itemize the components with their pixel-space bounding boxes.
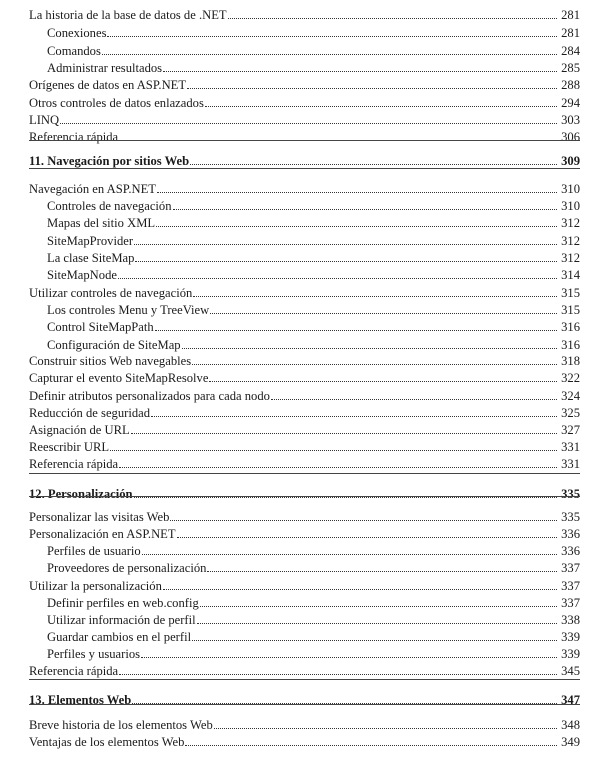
dot-leader [163, 589, 557, 590]
toc-entry [29, 575, 580, 593]
toc-page-number: 310 [561, 182, 580, 196]
toc-chapter [29, 483, 580, 501]
toc-page-number: 337 [561, 579, 580, 593]
toc-entry [29, 178, 580, 196]
toc-entry-title: Referencia rápida [29, 457, 119, 471]
dot-leader [102, 54, 557, 55]
toc-page-number: 336 [561, 544, 580, 558]
toc-page-number: 288 [561, 78, 580, 92]
toc-entry [29, 660, 580, 678]
toc-entry-title: Utilizar la personalización [29, 579, 162, 593]
section-divider [29, 140, 580, 141]
toc-entry-title: Perfiles de usuario [47, 544, 141, 558]
toc-page-number: 336 [561, 527, 580, 541]
toc-entry-title: Proveedores de personalización [47, 561, 207, 575]
toc-page-number: 331 [561, 457, 580, 471]
toc-entry-title: Definir atributos personalizados para cada nodo [29, 389, 270, 403]
toc-entry [29, 731, 580, 749]
toc-entry-title: Referencia rápida [29, 664, 119, 678]
dot-leader [209, 381, 557, 382]
toc-subentry [47, 299, 580, 317]
dot-leader [135, 261, 557, 262]
toc-page-number: 338 [561, 613, 580, 627]
toc-page-number: 331 [561, 440, 580, 454]
toc-entry [29, 714, 580, 732]
dot-leader [173, 209, 558, 210]
dot-leader [157, 192, 557, 193]
toc-page-number: 348 [561, 718, 580, 732]
dot-leader [131, 433, 557, 434]
toc-entry [29, 506, 580, 524]
section-divider [29, 168, 580, 169]
toc-page-number: 325 [561, 406, 580, 420]
toc-page-number: 315 [561, 303, 580, 317]
toc-page-number: 349 [561, 735, 580, 749]
toc-page-number: 337 [561, 561, 580, 575]
toc-entry-title: Referencia rápida [29, 130, 119, 144]
toc-entry-title: Orígenes de datos en ASP.NET [29, 78, 187, 92]
toc-page-number: 318 [561, 354, 580, 368]
toc-entry-title: Conexiones [47, 26, 107, 40]
toc-subentry [47, 643, 580, 661]
dot-leader [185, 745, 557, 746]
toc-page-number: 306 [561, 130, 580, 144]
toc-page-number: 310 [561, 199, 580, 213]
toc-subentry [47, 230, 580, 248]
toc-entry-title: Construir sitios Web navegables [29, 354, 192, 368]
toc-entry-title: Asignación de URL [29, 423, 130, 437]
toc-page-number: 285 [561, 61, 580, 75]
section-divider [29, 496, 580, 497]
dot-leader [205, 106, 557, 107]
dot-leader [197, 623, 557, 624]
toc-page-number: 281 [561, 26, 580, 40]
toc-page-number: 339 [561, 630, 580, 644]
toc-entry [29, 350, 580, 368]
toc-entry-title: Personalización en ASP.NET [29, 527, 176, 541]
toc-subentry [47, 264, 580, 282]
toc-page-number: 284 [561, 44, 580, 58]
toc-page-number: 312 [561, 216, 580, 230]
toc-entry-title: Reescribir URL [29, 440, 110, 454]
dot-leader [190, 164, 557, 165]
dot-leader [210, 313, 557, 314]
toc-subentry [47, 626, 580, 644]
toc-entry-title: Los controles Menu y TreeView [47, 303, 210, 317]
toc-entry-title: Otros controles de datos enlazados [29, 96, 204, 110]
toc-subentry [47, 609, 580, 627]
toc-page-number: 316 [561, 320, 580, 334]
dot-leader [187, 88, 557, 89]
toc-entry-title: Guardar cambios en el perfil [47, 630, 192, 644]
toc-entry-title: 12. Personalización [29, 487, 133, 501]
toc-subentry [47, 212, 580, 230]
dot-leader [192, 640, 557, 641]
toc-entry-title: Definir perfiles en web.config [47, 596, 199, 610]
toc-page-number: 335 [561, 487, 580, 501]
toc-entry-title: Perfiles y usuarios [47, 647, 141, 661]
toc-entry-title: Controles de navegación [47, 199, 172, 213]
toc-page-number: 294 [561, 96, 580, 110]
toc-subentry [47, 57, 580, 75]
toc-page-number: 327 [561, 423, 580, 437]
section-divider [29, 704, 580, 705]
toc-entry-title: Ventajas de los elementos Web [29, 735, 185, 749]
section-divider [29, 473, 580, 474]
toc-subentry [47, 195, 580, 213]
toc-entry-title: 11. Navegación por sitios Web [29, 154, 190, 168]
dot-leader [134, 497, 557, 498]
toc-page-number: 347 [561, 693, 580, 707]
toc-page-number: 314 [561, 268, 580, 282]
toc-entry-title: Administrar resultados [47, 61, 163, 75]
toc-page-number: 337 [561, 596, 580, 610]
toc-entry-title: SiteMapNode [47, 268, 117, 282]
dot-leader [193, 296, 557, 297]
toc-page-number: 315 [561, 286, 580, 300]
toc-page-number: 335 [561, 510, 580, 524]
dot-leader [142, 554, 557, 555]
dot-leader [170, 520, 557, 521]
toc-entry-title: Mapas del sitio XML [47, 216, 156, 230]
dot-leader [200, 606, 557, 607]
dot-leader [271, 399, 557, 400]
dot-leader [107, 36, 557, 37]
toc-entry [29, 4, 580, 22]
dot-leader [214, 728, 557, 729]
section-divider [29, 679, 580, 680]
toc-entry [29, 453, 580, 471]
toc-entry [29, 523, 580, 541]
dot-leader [60, 123, 557, 124]
dot-leader [156, 226, 557, 227]
toc-page-number: 312 [561, 234, 580, 248]
toc-entry [29, 126, 580, 144]
dot-leader [163, 71, 557, 72]
toc-subentry [47, 316, 580, 334]
toc-entry [29, 419, 580, 437]
toc-entry-title: Control SiteMapPath [47, 320, 154, 334]
toc-entry [29, 92, 580, 110]
dot-leader [182, 348, 557, 349]
toc-page-number: 281 [561, 8, 580, 22]
dot-leader [151, 416, 557, 417]
toc-entry-title: Utilizar controles de navegación [29, 286, 193, 300]
toc-subentry [47, 592, 580, 610]
dot-leader [110, 450, 557, 451]
toc-entry [29, 367, 580, 385]
toc-page-number: 322 [561, 371, 580, 385]
toc-subentry [47, 557, 580, 575]
toc-entry-title: Personalizar las visitas Web [29, 510, 170, 524]
toc-entry [29, 282, 580, 300]
toc-entry-title: Capturar el evento SiteMapResolve [29, 371, 209, 385]
dot-leader [228, 18, 557, 19]
toc-entry-title: Configuración de SiteMap [47, 338, 181, 352]
dot-leader [192, 364, 557, 365]
toc-entry-title: Breve historia de los elementos Web [29, 718, 213, 732]
toc-subentry [47, 40, 580, 58]
dot-leader [119, 467, 557, 468]
toc-page-number: 324 [561, 389, 580, 403]
toc-entry [29, 402, 580, 420]
dot-leader [134, 244, 557, 245]
toc-entry-title: SiteMapProvider [47, 234, 134, 248]
toc-page-number: 312 [561, 251, 580, 265]
toc-page-number: 303 [561, 113, 580, 127]
toc-entry-title: Comandos [47, 44, 101, 58]
dot-leader [155, 330, 557, 331]
toc-entry [29, 109, 580, 127]
toc-entry-title: Navegación en ASP.NET [29, 182, 156, 196]
toc-subentry [47, 247, 580, 265]
toc-entry [29, 74, 580, 92]
dot-leader [177, 537, 557, 538]
toc-entry-title: La historia de la base de datos de .NET [29, 8, 227, 22]
toc-entry-title: Reducción de seguridad [29, 406, 150, 420]
toc-entry-title: La clase SiteMap [47, 251, 135, 265]
toc-page-number: 316 [561, 338, 580, 352]
dot-leader [119, 674, 557, 675]
dot-leader [118, 278, 557, 279]
toc-entry [29, 385, 580, 403]
toc-chapter [29, 150, 580, 168]
toc-subentry [47, 22, 580, 40]
toc-entry [29, 436, 580, 454]
toc-page-number: 345 [561, 664, 580, 678]
dot-leader [141, 657, 557, 658]
toc-page-number: 309 [561, 154, 580, 168]
dot-leader [207, 571, 557, 572]
toc-entry-title: Utilizar información de perfil [47, 613, 196, 627]
toc-subentry [47, 540, 580, 558]
toc-page-number: 339 [561, 647, 580, 661]
toc-entry-title: 13. Elementos Web [29, 693, 132, 707]
toc-entry-title: LINQ [29, 113, 60, 127]
